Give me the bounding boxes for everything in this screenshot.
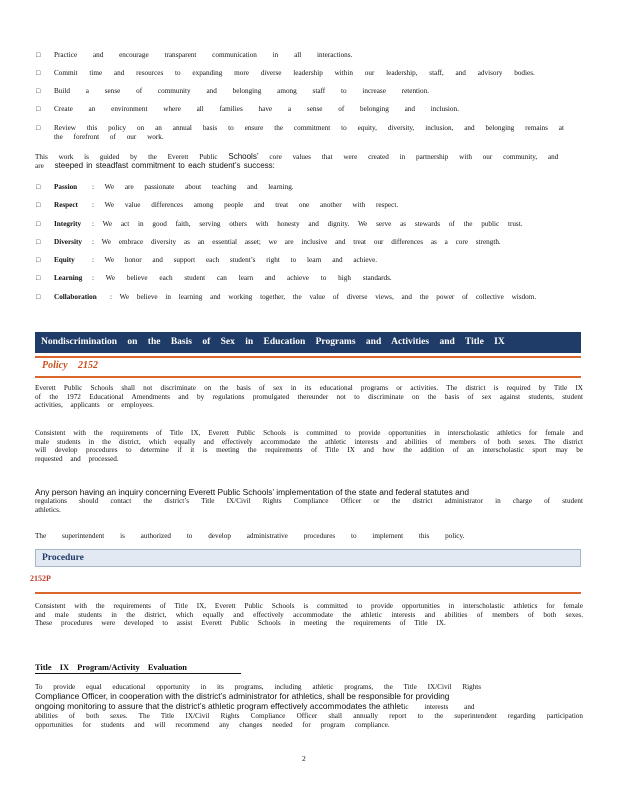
evaluation-line-1: To provide equal educational opportunity in its programs, including athletic programs, the Title IX/Civil Rights [35, 683, 482, 691]
list-item: Build a sense of community and belonging among staff to increase retention. [54, 87, 430, 95]
inquiry-line: Any person having an inquiry concerning Everett Public Schools’ implementation of the state and federal statutes and [35, 487, 470, 497]
values-intro: This work is guided by the Everett Public Schools’ core values that were created in partnership with our community, and are steeped in steadfast commitment to each student’s success: [35, 152, 559, 170]
bullet-icon: □ [36, 69, 41, 77]
value-item-integrity: Integrity : We act in good faith, serving others with honesty and dignity. We serve as stewards of the public trust. [54, 220, 523, 228]
authorization-line: The superintendent is authorized to develop administrative procedures to implement this policy. [35, 532, 465, 540]
bullet-icon: □ [36, 238, 41, 246]
section-banner: Nondiscrimination on the Basis of Sex in Education Programs and Activities and Title IX [35, 332, 581, 353]
value-item-collaboration: Collaboration : We believe in learning and working together, the value of diverse views, and the power of collective wisdom. [54, 293, 537, 301]
page-number: 2 [302, 754, 306, 763]
procedure-rule [35, 592, 581, 594]
value-item-diversity: Diversity : We embrace diversity as an essential asset; we are inclusive and treat our differences as a core strength. [54, 238, 501, 246]
list-item: Commit time and resources to expanding more diverse leadership within our leadership, staff, and advisory bodies. [54, 69, 535, 77]
bullet-icon: □ [36, 51, 41, 59]
evaluation-line-4: abilities of both sexes. The Title IX/Civil Rights Compliance Officer shall annually report to the superintendent regarding participation opportunities for students and will recommend any changes needed for program compliance. [35, 712, 583, 729]
value-item-respect: Respect : We value differences among people and treat one another with respect. [54, 201, 399, 209]
bullet-icon: □ [36, 201, 41, 209]
bullet-icon: □ [36, 293, 41, 301]
evaluation-heading: Title IX Program/Activity Evaluation [35, 663, 241, 674]
bullet-icon: □ [36, 256, 41, 264]
procedure-paragraph: Consistent with the requirements of Title IX, Everett Public Schools is committed to provide opportunities in interscholastic athletics for female and male students in the district, which equally and effectively accommodate the athletic interests and abilities of members of both sexes. These procedures were developed to assist Everett Public Schools in meeting the requirements of Title IX. [35, 602, 583, 628]
bullet-icon: □ [36, 87, 41, 95]
bullet-icon: □ [36, 124, 41, 132]
policy-paragraph-2: Consistent with the requirements of Title IX, Everett Public Schools is committed to provide opportunities in interscholastic athletics for female and male students in the district, which equally and effectively accommodate the athletic interests and abilities of members of both sexes. The district will develop procedures to determine if it is meeting the requirements of Title IX and how the addition of an interscholastic sport may be requested and processed. [35, 429, 583, 463]
list-item: Practice and encourage transparent communication in all interactions. [54, 51, 353, 59]
value-item-passion: Passion : We are passionate about teaching and learning. [54, 183, 294, 191]
value-item-equity: Equity : We honor and support each student’s right to learn and achieve. [54, 256, 378, 264]
procedure-heading: Procedure [35, 549, 581, 567]
banner-rule [35, 356, 581, 358]
policy-label: Policy 2152 [42, 360, 99, 371]
evaluation-lines-2-3: Compliance Officer, in cooperation with the district’s administrator for athletics, shall be responsible for providing ongoing monitoring to assure that the district’s athletic program effectively accommodates the athletic interests and [35, 691, 475, 711]
policy-paragraph-1: Everett Public Schools shall not discriminate on the basis of sex in its educational programs or activities. The district is required by Title IX of the 1972 Educational Amendments and by regulations promulgated thereunder not to discriminate on the basis of sex against students, student activities, applicants or employees. [35, 384, 583, 410]
list-item: Review this policy on an annual basis to ensure the commitment to equity, diversity, inclusion, and belonging remains at the forefront of our work. [54, 124, 564, 141]
list-item: Create an environment where all families have a sense of belonging and inclusion. [54, 105, 459, 113]
inquiry-rest: regulations should contact the district’s Title IX/Civil Rights Compliance Officer or the district administrator in charge of student athletics. [35, 497, 583, 514]
bullet-icon: □ [36, 220, 41, 228]
procedure-code: 2152P [30, 574, 51, 583]
value-item-learning: Learning : We believe each student can learn and achieve to high standards. [54, 274, 392, 282]
bullet-icon: □ [36, 105, 41, 113]
bullet-icon: □ [36, 274, 41, 282]
policy-rule [35, 376, 581, 378]
bullet-icon: □ [36, 183, 41, 191]
